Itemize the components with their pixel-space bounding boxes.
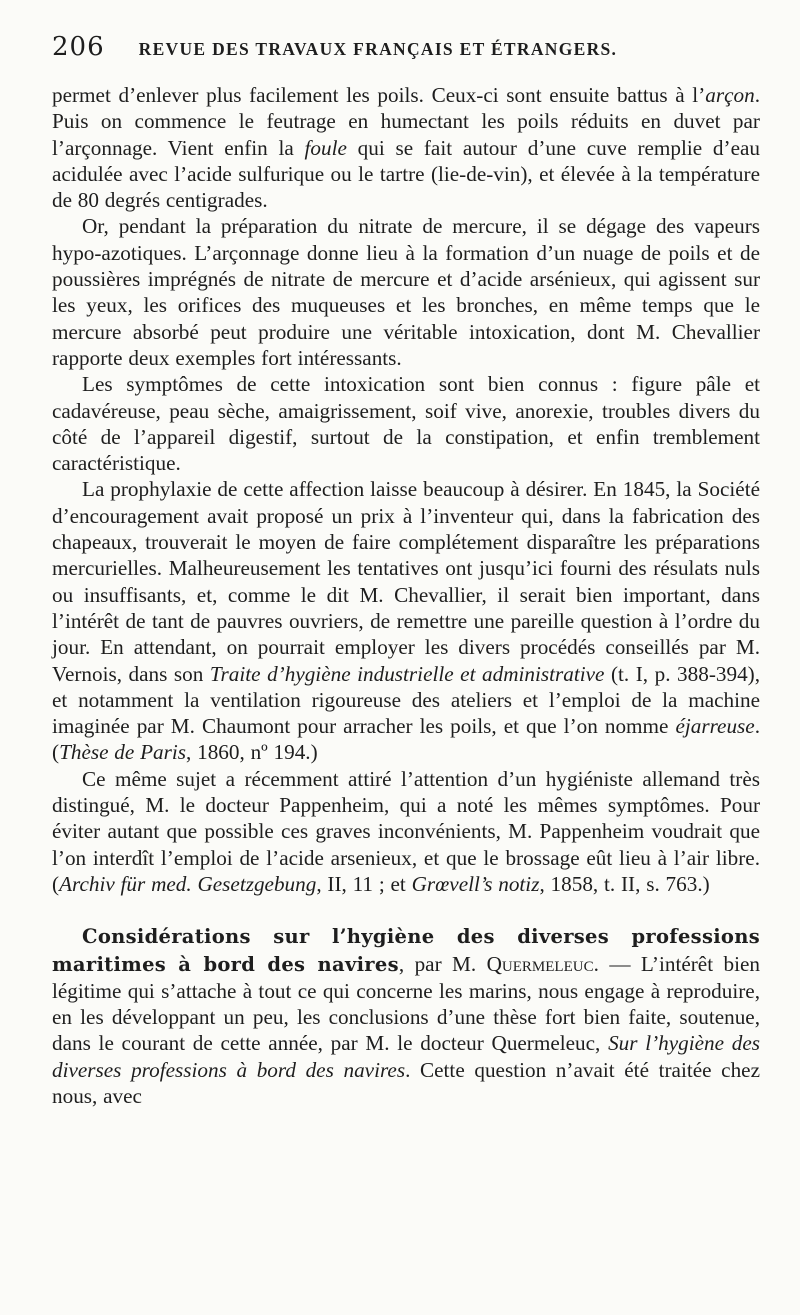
text-run: , 1858, t. II, s. 763.) — [539, 871, 710, 896]
text-run: permet d’enlever plus facilement les poils. Ceux-ci sont ensuite battus à l’ — [52, 83, 706, 107]
italic-run: foule — [304, 135, 347, 160]
paragraph — [52, 476, 760, 765]
text-run: (t. I, p. 388-394), et notamment la ventilation rigoureuse des ateliers et l’emploi de la machine imaginée par M. Chaumont pour arracher les poils, et que l’on nomme — [52, 661, 761, 739]
section-heading: Considérations sur l’hygiène des diverses professions maritimes à bord des navires — [52, 925, 760, 976]
italic-run: Archiv für med. Gesetzgebung — [59, 871, 317, 896]
italic-run: Grœvell’s notiz — [411, 871, 540, 896]
body-text — [52, 82, 760, 1109]
italic-run: Sur l’hygiène des diverses professions à bord des navires — [52, 1031, 760, 1082]
paragraph — [52, 923, 760, 1109]
text-run: , II, 11 ; et — [316, 871, 412, 896]
italic-run: Thèse de Paris — [59, 740, 186, 765]
paragraph — [52, 766, 760, 897]
text-run: . ( — [52, 714, 760, 765]
paragraph — [52, 213, 760, 371]
page-header — [52, 32, 760, 76]
text-run: Or, pendant la préparation du nitrate de mercure, il se dégage des vapeurs hypo-azotiques. L’arçonnage donne lieu à la formation d’un nuage de poils et de poussières imprégnés de nitrate de mercure et d’acide arsénieux, qui agissent sur les yeux, les orifices des muqueuses et les bronches, en même temps que le mercure absorbé peut produire une véritable intoxication, dont M. Chevallier rapporte deux exemples fort intéressants. — [52, 214, 760, 370]
text-run: , par M. — [398, 951, 487, 976]
page-number: 206 — [52, 32, 105, 62]
text-run: qui se fait autour d’une cuve remplie d’eau acidulée avec l’acide sulfurique ou le tartre (lie-de-vin), et élevée à la température de 80 degrés centigrades. — [52, 135, 760, 213]
italic-run: arçon — [705, 83, 755, 107]
italic-run: Traite d’hygiène industrielle et administrative — [209, 661, 605, 686]
italic-run: éjarreuse — [675, 714, 755, 739]
text-run: Les symptômes de cette intoxication sont bien connus : figure pâle et cadavéreuse, peau sèche, amaigrissement, soif vive, anorexie, troubles divers du côté de l’appareil digestif, surtout de la constipation, et enfin tremblement caractéristique. — [52, 372, 760, 476]
author-name: Quermeleuc — [486, 951, 594, 976]
text-run: . Puis on commence le feutrage en humectant les poils réduits en duvet par l’arçonnage. Vient enfin la — [52, 83, 760, 160]
text-run: . Cette question n’avait été traitée chez nous, avec — [52, 1057, 760, 1108]
running-head: REVUE DES TRAVAUX FRANÇAIS ET ÉTRANGERS. — [138, 39, 618, 59]
text-run: Ce même sujet a récemment attiré l’attention d’un hygiéniste allemand très distingué, M. le docteur Pappenheim, qui a noté les mêmes symptômes. Pour éviter autant que possible ces graves inconvénients, M. Pappenheim voudrait que l’on interdît l’emploi de l’acide arsenieux, et que le brossage eût lieu à l’air libre. ( — [52, 766, 760, 896]
section-gap — [52, 897, 760, 923]
paragraph — [52, 82, 760, 213]
text-run: . — L’intérêt bien légitime qui s’attache à tout ce qui concerne les marins, nous engage à reproduire, en les développant un peu, les conclusions d’une thèse fort bien faite, soutenue, dans le courant de cette année, par M. le docteur Quermeleuc, — [52, 951, 760, 1056]
paragraph — [52, 371, 760, 476]
text-run: , 1860, nº 194.) — [186, 740, 318, 765]
text-run: La prophylaxie de cette affection laisse beaucoup à désirer. En 1845, la Société d’encouragement avait proposé un prix à l’inventeur qui, dans la fabrication des chapeaux, trouverait le moyen de faire complétement disparaître les préparations mercurielles. Malheureusement les tentatives ont jusqu’ici fourni des résulats nuls ou insuffisants, et, comme le dit M. Chevallier, il serait bien important, dans l’intérêt de tant de pauvres ouvriers, de remettre une pareille question à l’ordre du jour. En attendant, on pourrait employer les divers procédés conseillés par M. Vernois, dans son — [52, 477, 760, 686]
